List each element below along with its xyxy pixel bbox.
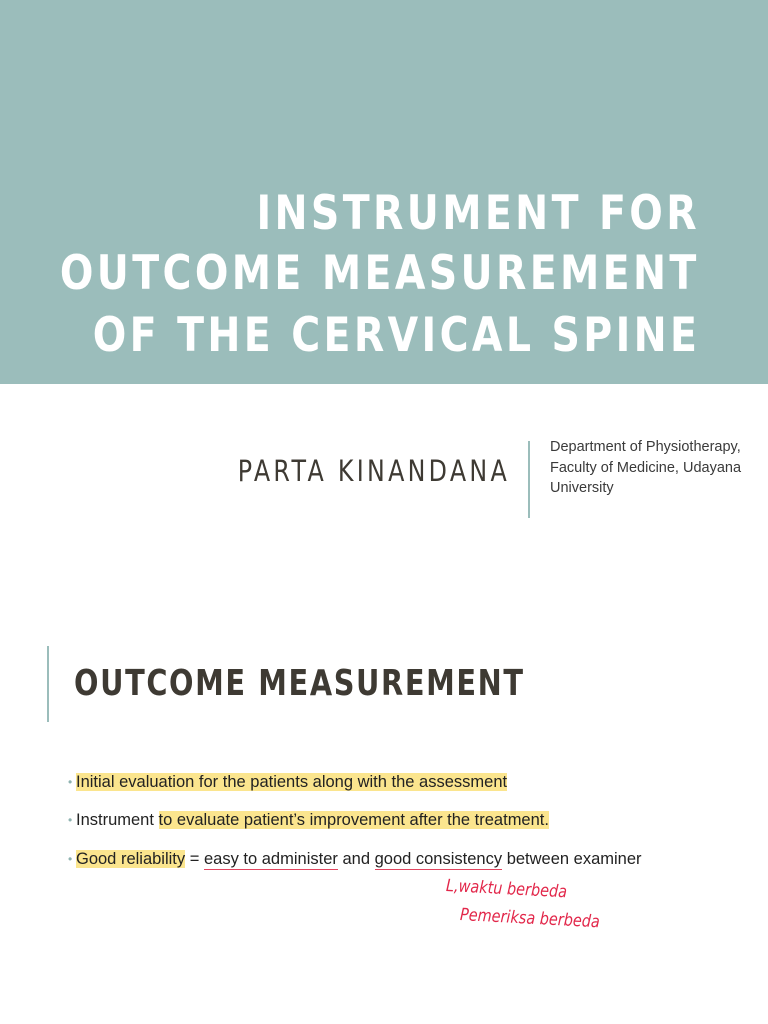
underlined-text: easy to administer <box>203 850 338 868</box>
highlighted-text: Initial evaluation for the patients along with the assessment <box>76 773 508 791</box>
vertical-divider <box>528 441 530 518</box>
handwritten-note: L,waktu berbeda <box>445 876 568 903</box>
bullet-dot-icon: • <box>68 775 73 789</box>
title-line-3: OF THE CERVICAL SPINE <box>92 308 700 363</box>
bullet-text: and <box>342 850 370 868</box>
highlighted-text: to evaluate patient’s improvement after the treatment. <box>158 811 549 829</box>
list-item <box>70 847 726 871</box>
title-line-2: OUTCOME MEASUREMENT <box>60 246 700 301</box>
equals-sign: = <box>189 850 200 868</box>
bullet-text: between examiner <box>506 850 642 868</box>
list-item <box>70 808 549 832</box>
bullet-dot-icon: • <box>68 813 73 827</box>
section-title: OUTCOME MEASUREMENT <box>74 663 525 704</box>
section-accent-bar <box>47 646 49 722</box>
highlighted-text: Good reliability <box>76 850 186 868</box>
bullet-dot-icon: • <box>68 852 73 866</box>
underlined-text: good consistency <box>374 850 503 868</box>
bullet-text: Instrument <box>76 811 154 829</box>
handwritten-note: Pemeriksa berbeda <box>459 905 601 933</box>
title-line-1: INSTRUMENT FOR <box>256 186 700 241</box>
author-name: PARTA KINANDANA <box>237 454 510 488</box>
affiliation-text: Department of Physiotherapy, Faculty of Medicine, Udayana University <box>550 439 742 496</box>
list-item <box>70 770 507 794</box>
